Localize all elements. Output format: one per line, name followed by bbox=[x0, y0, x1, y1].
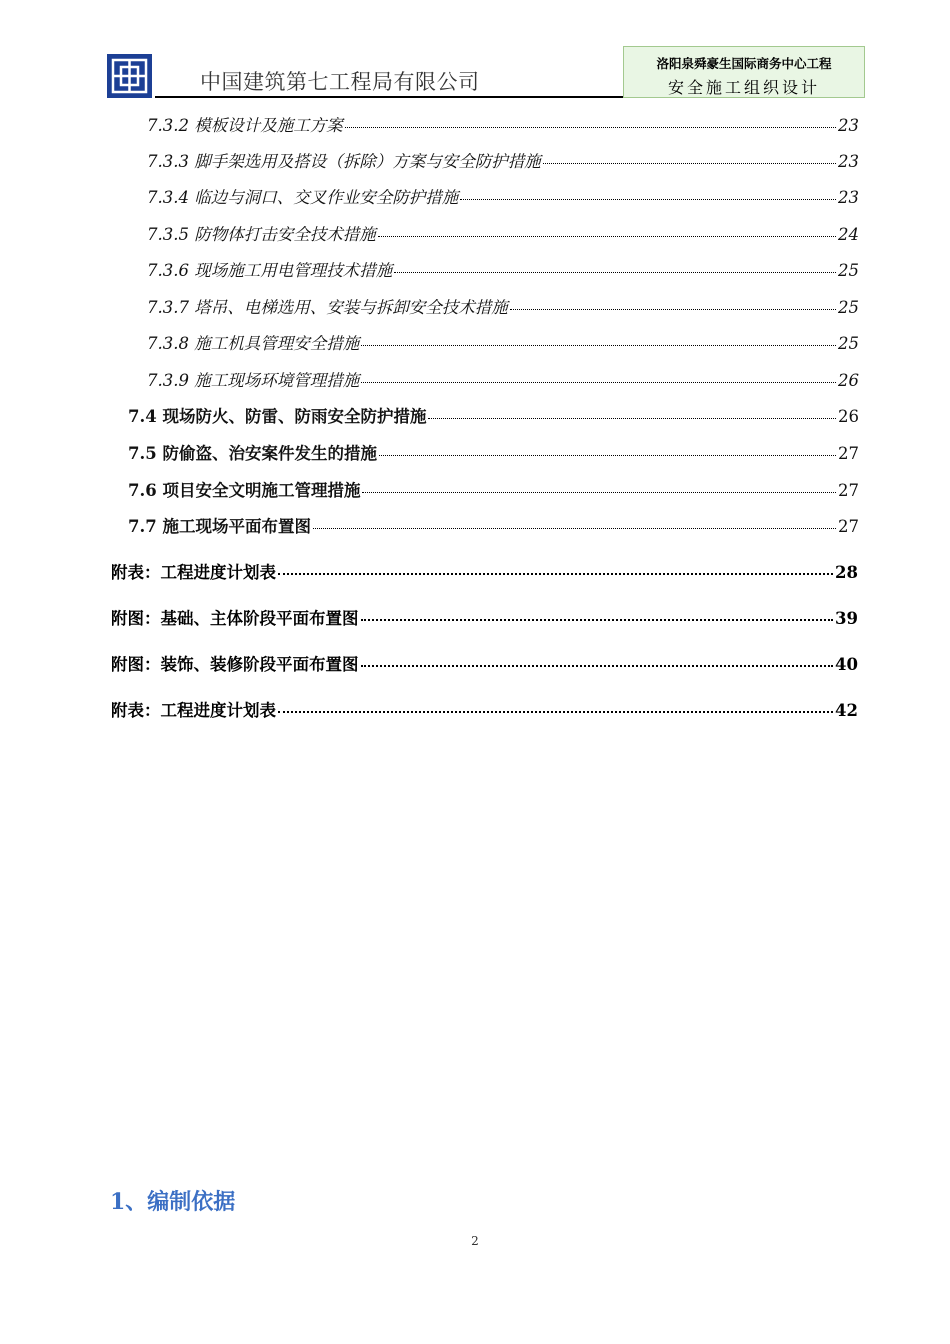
section-heading: 1、编制依据 bbox=[110, 1189, 236, 1215]
toc-entry-title: 7.3.3 脚手架选用及搭设（拆除）方案与安全防护措施 bbox=[147, 152, 541, 171]
toc-entry-title: 7.3.2 模板设计及施工方案 bbox=[147, 116, 343, 135]
toc-entry-page: 28 bbox=[835, 563, 858, 582]
toc-entry[interactable] bbox=[128, 403, 859, 427]
toc-entry[interactable] bbox=[147, 257, 859, 281]
toc-entry[interactable] bbox=[111, 697, 858, 721]
toc-entry-title: 7.5 防偷盗、治安案件发生的措施 bbox=[128, 444, 377, 463]
toc-entry[interactable] bbox=[128, 477, 859, 501]
toc-entry-page: 26 bbox=[838, 371, 859, 390]
toc-entry-title: 7.3.8 施工机具管理安全措施 bbox=[147, 334, 360, 353]
toc-entry[interactable] bbox=[147, 367, 859, 391]
toc-leader bbox=[378, 236, 836, 237]
toc-entry[interactable] bbox=[128, 440, 859, 464]
toc-entry[interactable] bbox=[128, 513, 859, 537]
toc-entry-page: 26 bbox=[838, 407, 859, 426]
toc-entry-title: 附图：基础、主体阶段平面布置图 bbox=[111, 609, 359, 628]
company-name: 中国建筑第七工程局有限公司 bbox=[200, 70, 480, 94]
toc-entry[interactable] bbox=[147, 221, 859, 245]
toc-entry-title: 附表：工程进度计划表 bbox=[111, 563, 276, 582]
toc-entry-page: 27 bbox=[838, 444, 859, 463]
toc-leader bbox=[510, 309, 836, 310]
toc-entry-page: 25 bbox=[838, 298, 859, 317]
toc-entry-page: 25 bbox=[838, 334, 859, 353]
toc-entry-title: 7.4 现场防火、防雷、防雨安全防护措施 bbox=[128, 407, 427, 426]
toc-entry[interactable] bbox=[147, 112, 859, 136]
toc-entry[interactable] bbox=[111, 651, 858, 675]
toc-entry-page: 23 bbox=[838, 152, 859, 171]
toc-leader bbox=[361, 345, 836, 346]
toc-entry[interactable] bbox=[147, 148, 859, 172]
toc-leader bbox=[428, 418, 836, 419]
toc-entry-page: 27 bbox=[838, 481, 859, 500]
toc-entry-page: 27 bbox=[838, 517, 859, 536]
document-title: 安全施工组织设计 bbox=[667, 78, 820, 97]
toc-leader bbox=[379, 455, 836, 456]
toc-leader bbox=[278, 711, 833, 713]
toc-entry-page: 24 bbox=[838, 225, 859, 244]
toc-entry-page: 42 bbox=[835, 701, 858, 720]
company-logo bbox=[107, 54, 152, 98]
project-name: 洛阳泉舜豪生国际商务中心工程 bbox=[656, 56, 832, 71]
toc-leader bbox=[278, 573, 833, 575]
toc-entry-page: 23 bbox=[838, 116, 859, 135]
toc-entry-title: 7.7 施工现场平面布置图 bbox=[128, 517, 311, 536]
page-number: 2 bbox=[471, 1234, 479, 1248]
toc-entry-title: 7.3.6 现场施工用电管理技术措施 bbox=[147, 261, 393, 280]
cscec-logo-icon bbox=[107, 54, 152, 98]
toc-leader bbox=[361, 382, 836, 383]
toc-entry[interactable] bbox=[147, 294, 859, 318]
toc-entry-title: 7.6 项目安全文明施工管理措施 bbox=[128, 481, 361, 500]
toc-entry[interactable] bbox=[111, 605, 858, 629]
toc-entry-page: 25 bbox=[838, 261, 859, 280]
toc-entry[interactable] bbox=[111, 559, 858, 583]
toc-entry-page: 39 bbox=[835, 609, 858, 628]
toc-leader bbox=[394, 272, 836, 273]
toc-entry-page: 23 bbox=[838, 188, 859, 207]
toc-leader bbox=[460, 199, 836, 200]
toc-leader bbox=[362, 492, 836, 493]
toc-entry[interactable] bbox=[147, 184, 859, 208]
project-label-box bbox=[623, 46, 865, 98]
toc-leader bbox=[361, 619, 834, 621]
toc-leader bbox=[345, 127, 836, 128]
toc-entry-page: 40 bbox=[835, 655, 858, 674]
toc-leader bbox=[543, 163, 836, 164]
toc-entry-title: 7.3.5 防物体打击安全技术措施 bbox=[147, 225, 376, 244]
toc-entry-title: 附表：工程进度计划表 bbox=[111, 701, 276, 720]
toc-entry-title: 附图：装饰、装修阶段平面布置图 bbox=[111, 655, 359, 674]
toc-entry-title: 7.3.7 塔吊、电梯选用、安装与拆卸安全技术措施 bbox=[147, 298, 508, 317]
toc-entry-title: 7.3.9 施工现场环境管理措施 bbox=[147, 371, 360, 390]
toc-entry-title: 7.3.4 临边与洞口、交叉作业安全防护措施 bbox=[147, 188, 459, 207]
toc-leader bbox=[361, 665, 834, 667]
toc-leader bbox=[313, 528, 836, 529]
toc-entry[interactable] bbox=[147, 330, 859, 354]
